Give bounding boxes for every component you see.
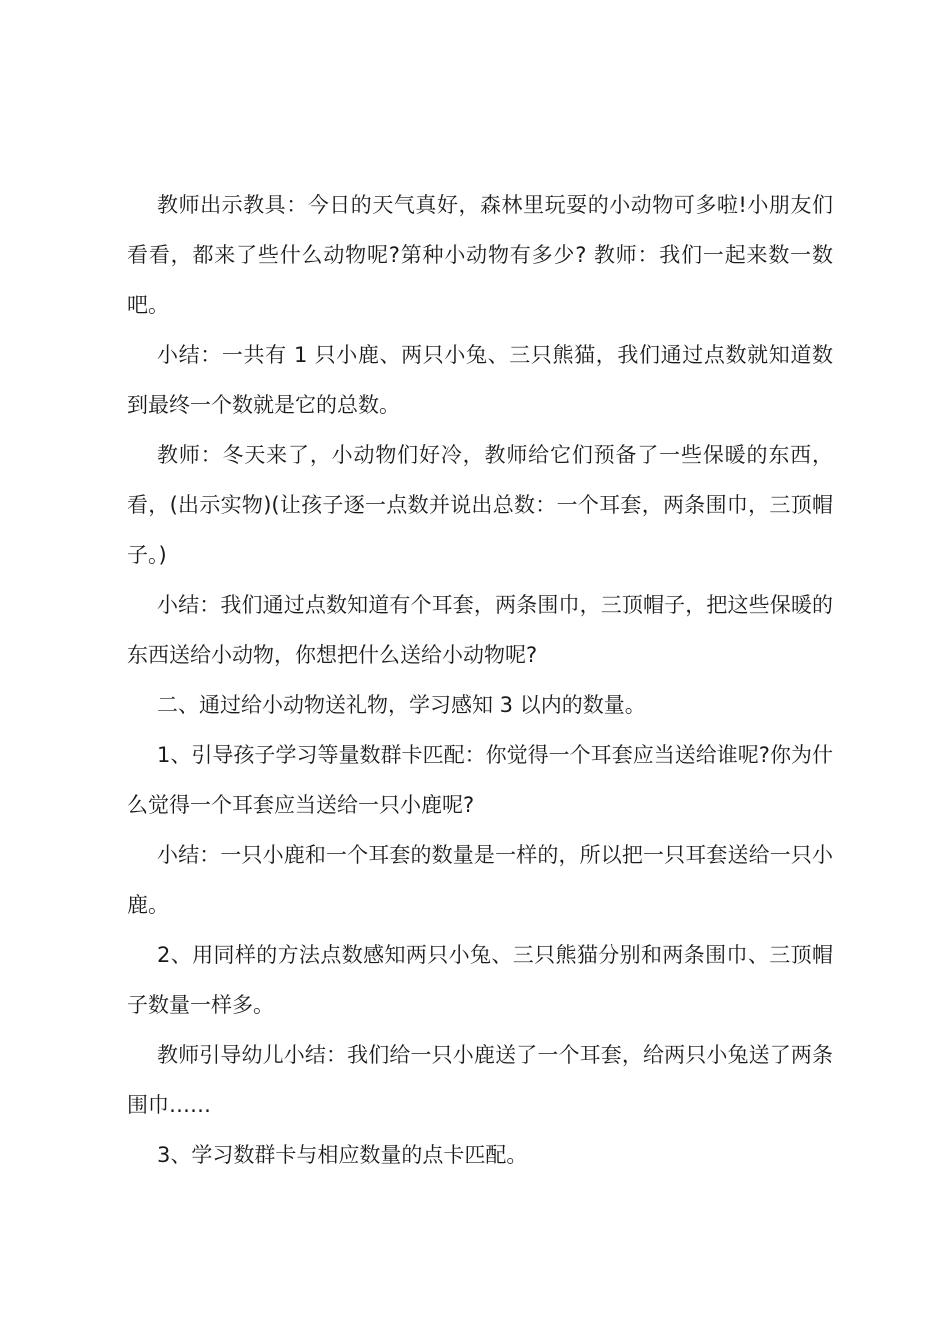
paragraph-8: 2、用同样的方法点数感知两只小兔、三只熊猫分别和两条围巾、三顶帽子数量一样多。 [127, 943, 833, 1017]
document-body [127, 180, 833, 1180]
paragraph-5: 二、通过给小动物送礼物，学习感知 3 以内的数量。 [157, 693, 646, 717]
paragraph-7: 小结：一只小鹿和一个耳套的数量是一样的，所以把一只耳套送给一只小鹿。 [127, 843, 833, 917]
paragraph-9: 教师引导幼儿小结：我们给一只小鹿送了一个耳套，给两只小兔送了两条围巾…… [127, 1043, 833, 1117]
paragraph-4: 小结：我们通过点数知道有个耳套，两条围巾，三顶帽子，把这些保暖的东西送给小动物，你想把什么送给小动物呢? [127, 593, 833, 667]
paragraph-1: 教师出示教具：今日的天气真好，森林里玩耍的小动物可多啦!小朋友们看看，都来了些什么动物呢?第种小动物有多少? 教师：我们一起来数一数吧。 [127, 193, 833, 317]
paragraph-10: 3、学习数群卡与相应数量的点卡匹配。 [157, 1143, 528, 1167]
paragraph-2: 小结：一共有 1 只小鹿、两只小兔、三只熊猫，我们通过点数就知道数到最终一个数就是它的总数。 [127, 343, 833, 417]
paragraph-6: 1、引导孩子学习等量数群卡匹配：你觉得一个耳套应当送给谁呢?你为什么觉得一个耳套应当送给一只小鹿呢? [127, 743, 833, 817]
paragraph-3: 教师：冬天来了，小动物们好冷，教师给它们预备了一些保暖的东西，看，(出示实物)(让孩子逐一点数并说出总数：一个耳套，两条围巾，三顶帽子。) [127, 443, 833, 567]
